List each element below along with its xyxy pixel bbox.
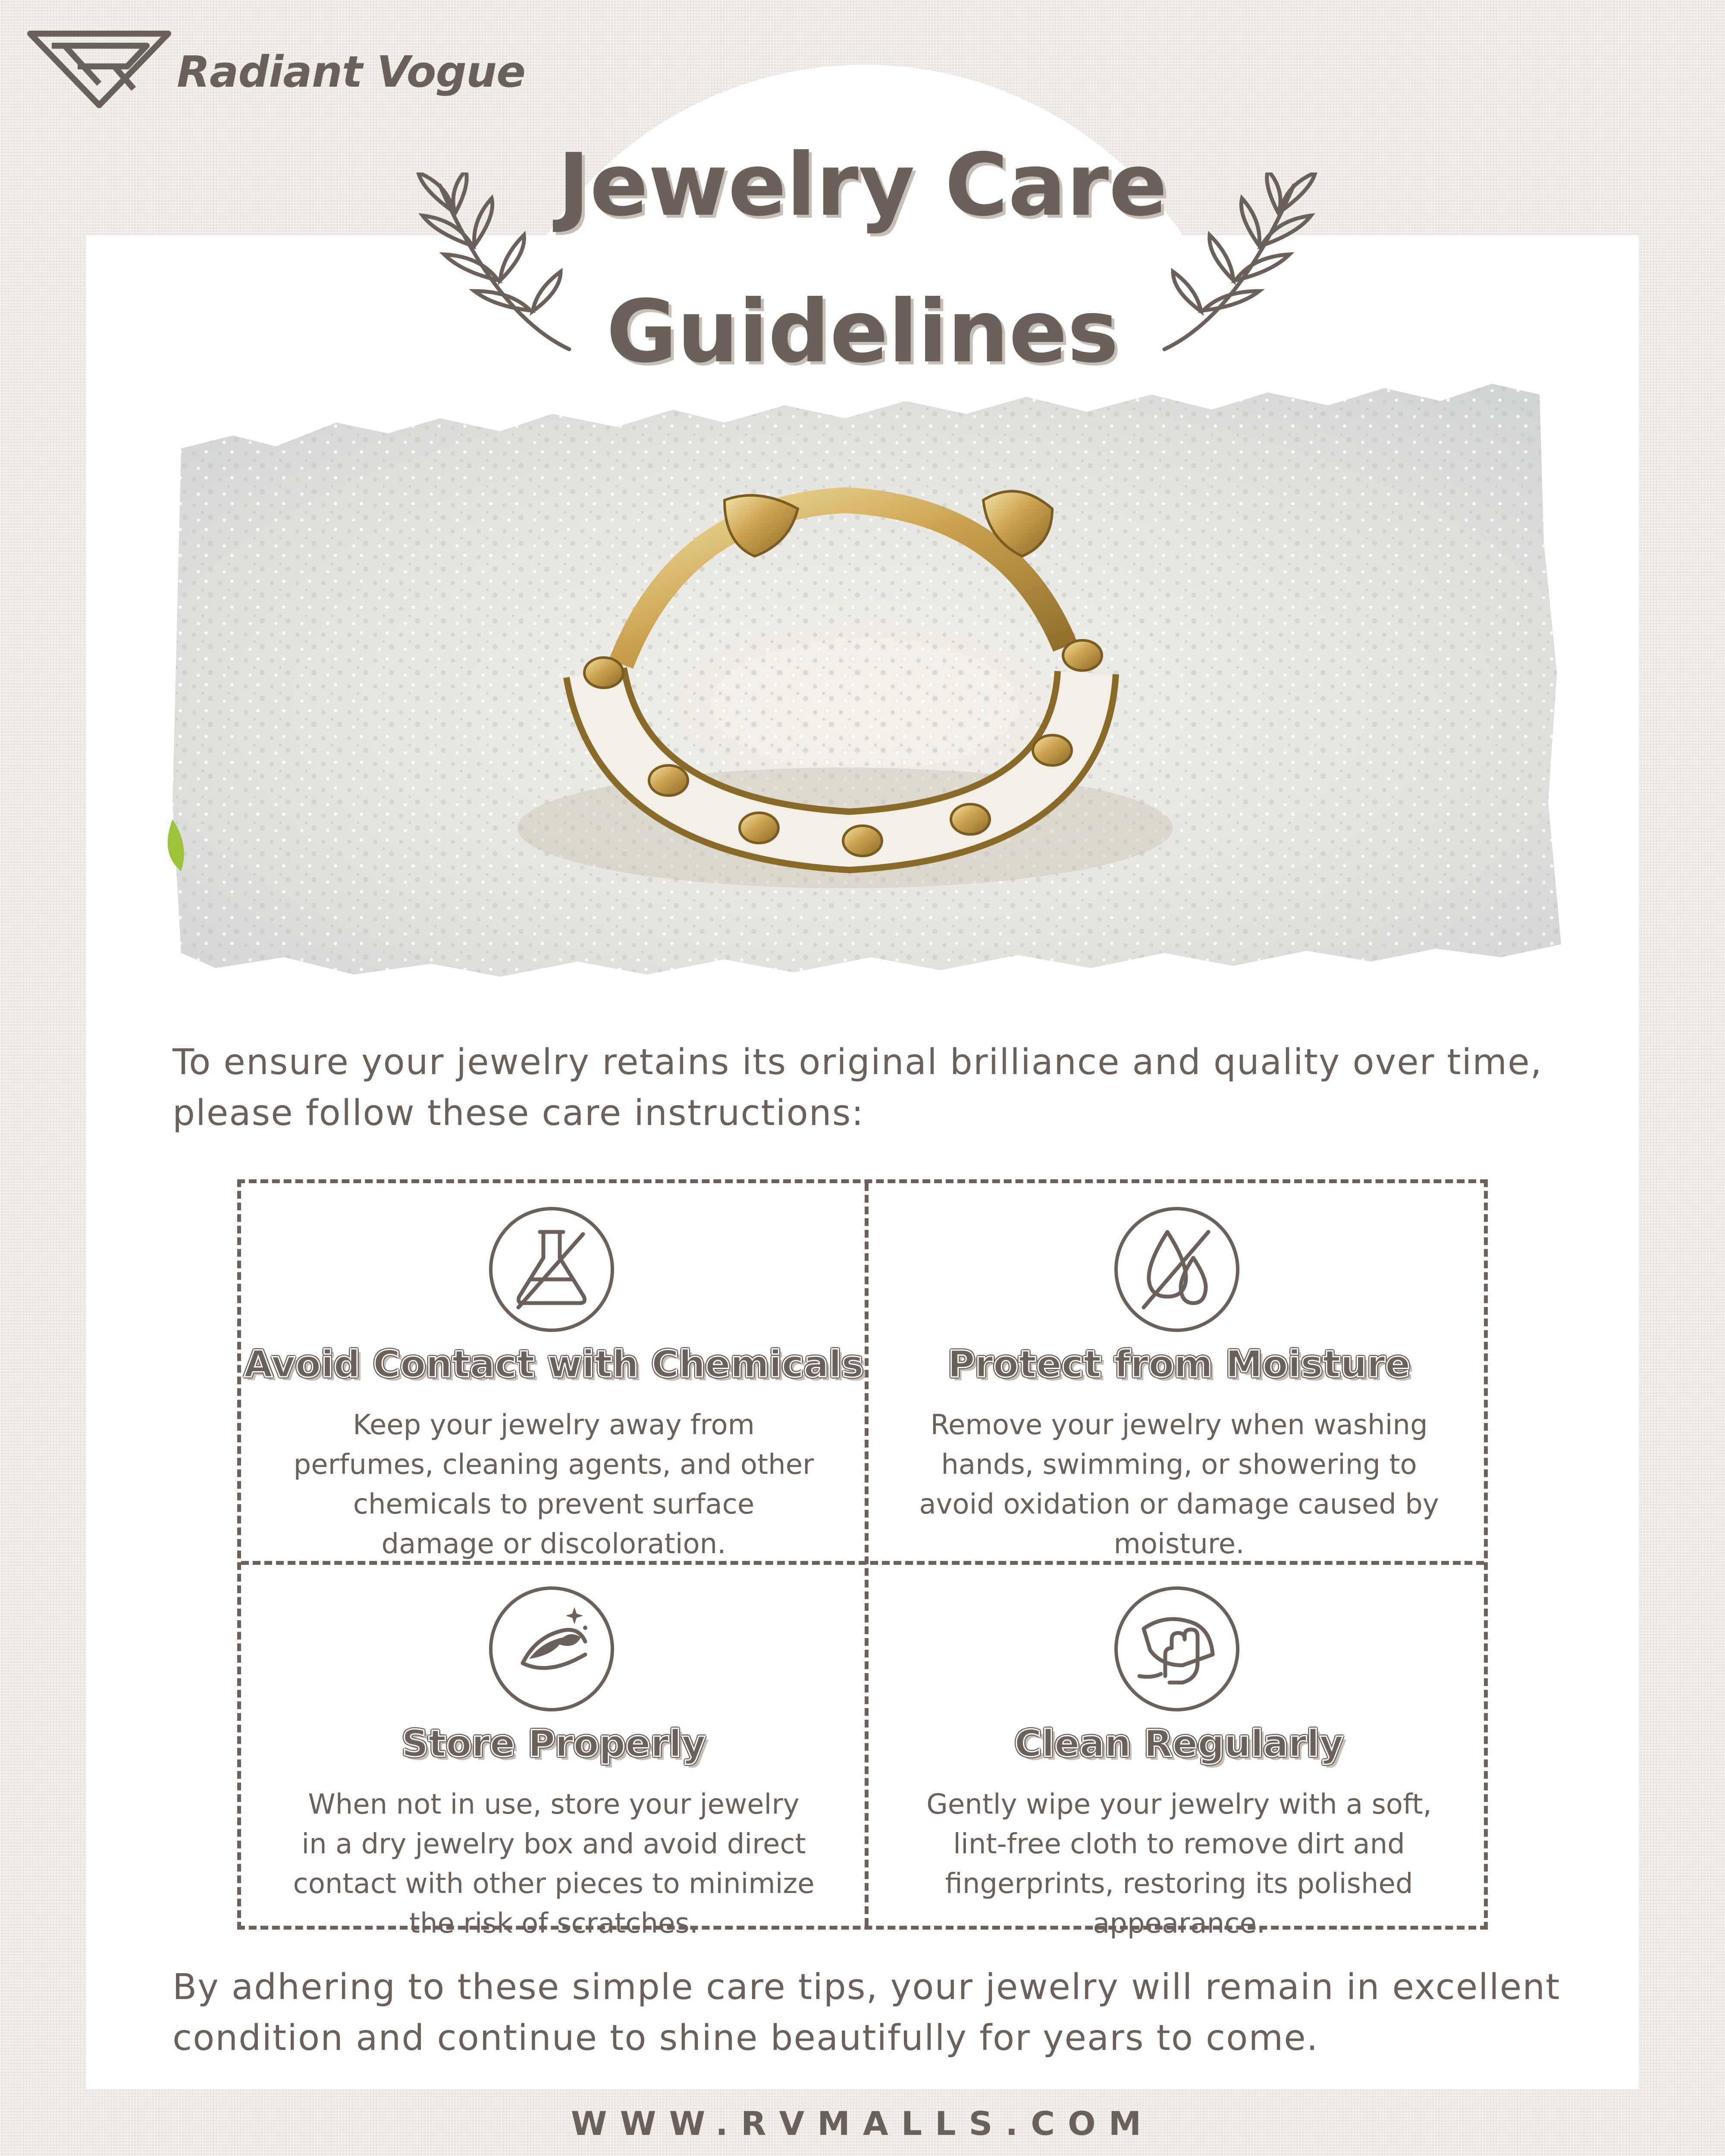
wipe-cloth-icon (1114, 1586, 1239, 1711)
tip-title: Protect from Moisture (947, 1343, 1411, 1386)
care-tip-moisture (866, 1183, 1492, 1563)
no-chemicals-icon (489, 1207, 614, 1332)
title-line-1: Jewelry Care (558, 135, 1167, 235)
gold-white-enamel-ring-photo (164, 371, 1565, 979)
website-url[interactable]: WWW.RVMALLS.COM (571, 2104, 1154, 2143)
tip-description: When not in use, store your jewelry in a dry jewelry box and avoid direct contact with other pieces to minimize the risk of scratches. (293, 1789, 815, 1940)
care-tip-cleaning (866, 1563, 1492, 1942)
brand (26, 28, 526, 115)
care-tips-grid (237, 1179, 1488, 1940)
jewelry-storage-icon (489, 1586, 614, 1711)
page-title (474, 112, 1251, 405)
intro-text: To ensure your jewelry retains its original brilliance and quality over time, please follow these care instructions: (172, 1042, 1543, 1134)
care-tip-storage (241, 1563, 866, 1942)
no-water-icon (1114, 1207, 1239, 1332)
brand-name: Radiant Vogue (177, 47, 526, 97)
closing-text: By adhering to these simple care tips, your jewelry will remain in excellent condition and continue to shine beautifully for years to come. (172, 1967, 1561, 2059)
tip-description: Keep your jewelry away from perfumes, cleaning agents, and other chemicals to prevent surface damage or discoloration. (293, 1409, 814, 1560)
tip-title: Avoid Contact with Chemicals (244, 1343, 864, 1386)
tip-description: Gently wipe your jewelry with a soft, lint-free cloth to remove dirt and fingerprints, restoring its polished appearance. (926, 1789, 1432, 1940)
rv-monogram-icon (26, 28, 172, 110)
tip-title: Clean Regularly (1014, 1722, 1344, 1765)
care-tip-chemicals (241, 1183, 866, 1563)
tip-title: Store Properly (401, 1722, 706, 1765)
tip-description: Remove your jewelry when washing hands, swimming, or showering to avoid oxidation or damage caused by moisture. (919, 1409, 1439, 1560)
title-line-2: Guidelines (606, 282, 1119, 382)
